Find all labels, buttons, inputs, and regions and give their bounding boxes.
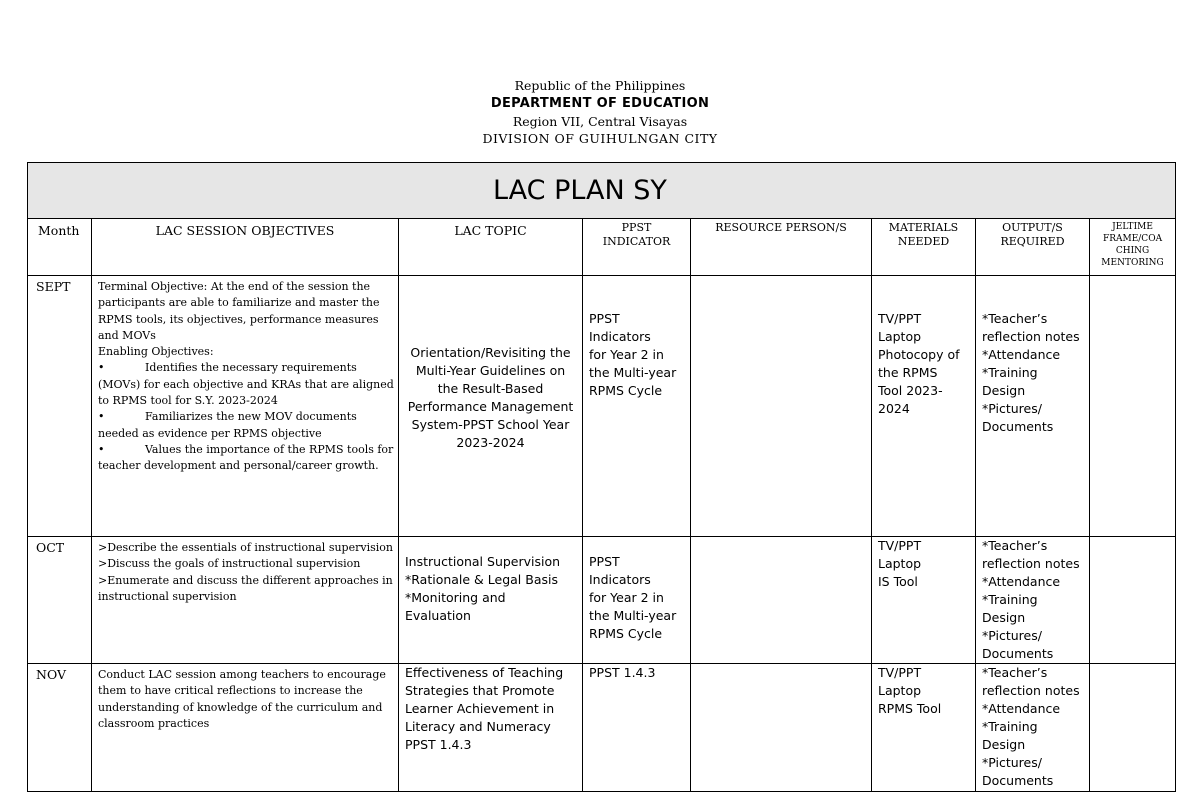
output-item: *Pictures/ bbox=[982, 755, 1042, 770]
output-item: Design bbox=[982, 383, 1026, 398]
material-item: IS Tool bbox=[878, 574, 918, 589]
ppst-line: Indicators bbox=[589, 329, 651, 344]
material-item: Photocopy of bbox=[878, 347, 960, 362]
table-row-oct bbox=[28, 537, 1176, 664]
topic-line: Learner Achievement in bbox=[405, 701, 555, 716]
col-header-output bbox=[976, 219, 1090, 276]
col-header-materials-line: MATERIALS bbox=[888, 221, 959, 234]
ppst-line: Indicators bbox=[589, 572, 651, 587]
objectives-cell bbox=[92, 537, 399, 664]
materials-list bbox=[878, 537, 969, 591]
col-header-timeframe-line: MENTORING bbox=[1101, 258, 1164, 268]
bullet-item bbox=[98, 360, 394, 409]
topic-text: Orientation/Revisiting the Multi-Year Guidelines on the Result-Based Performance Management System-PPST School Year 2023-2024 bbox=[407, 345, 574, 450]
output-list bbox=[982, 276, 1083, 436]
ppst-line: PPST 1.4.3 bbox=[589, 665, 656, 680]
col-header-timeframe-line: FRAME/COA bbox=[1102, 234, 1163, 244]
timeframe-cell bbox=[1090, 276, 1176, 537]
table-title: LAC PLAN SY bbox=[28, 163, 1176, 219]
output-item: *Pictures/ bbox=[982, 628, 1042, 643]
col-header-materials-line: NEEDED bbox=[897, 235, 950, 248]
ppst-list bbox=[589, 276, 684, 400]
table-row-nov bbox=[28, 664, 1176, 792]
bullet-icon: • bbox=[98, 442, 105, 456]
col-header-ppst-line: PPST bbox=[621, 221, 652, 234]
month-cell: NOV bbox=[28, 664, 92, 792]
output-item: Design bbox=[982, 737, 1026, 752]
output-cell bbox=[976, 276, 1090, 537]
topic-list bbox=[405, 664, 576, 754]
resource-cell bbox=[691, 276, 872, 537]
material-item: the RPMS bbox=[878, 365, 938, 380]
output-list bbox=[982, 537, 1083, 663]
ppst-line: for Year 2 in bbox=[589, 590, 664, 605]
material-item: TV/PPT bbox=[878, 538, 922, 553]
materials-cell bbox=[872, 664, 976, 792]
materials-cell bbox=[872, 276, 976, 537]
topic-line: Strategies that Promote bbox=[405, 683, 555, 698]
ppst-line: PPST bbox=[589, 311, 620, 326]
material-item: Laptop bbox=[878, 556, 922, 571]
output-item: *Training bbox=[982, 365, 1038, 380]
objective-line: >Describe the essentials of instructional supervision bbox=[98, 541, 393, 554]
table-row-sept bbox=[28, 276, 1176, 537]
topic-cell bbox=[399, 276, 583, 537]
topic-line: Instructional Supervision bbox=[405, 554, 561, 569]
col-header-month: Month bbox=[28, 219, 92, 276]
col-header-ppst-line: INDICATOR bbox=[602, 235, 671, 248]
terminal-objective: Terminal Objective: At the end of the session the participants are able to familiarize and master the RPMS tools, its objectives, performance measures and MOVs bbox=[98, 280, 380, 342]
department-line: DEPARTMENT OF EDUCATION bbox=[490, 96, 710, 111]
bullet-text: Familiarizes the new MOV documents needed as evidence per RPMS objective bbox=[98, 410, 357, 440]
output-item: Documents bbox=[982, 773, 1054, 788]
col-header-ppst bbox=[583, 219, 691, 276]
col-header-output-line: REQUIRED bbox=[1000, 235, 1065, 248]
ppst-line: for Year 2 in bbox=[589, 347, 664, 362]
bullet-icon: • bbox=[98, 410, 105, 424]
bullet-text: Values the importance of the RPMS tools for teacher development and personal/career growth. bbox=[98, 442, 394, 473]
col-header-timeframe-line: CHING bbox=[1115, 246, 1150, 256]
output-item: *Training bbox=[982, 719, 1038, 734]
output-item: Design bbox=[982, 610, 1026, 625]
output-item: Documents bbox=[982, 646, 1054, 661]
output-item: reflection notes bbox=[982, 329, 1080, 344]
col-header-resource: RESOURCE PERSON/S bbox=[691, 219, 872, 276]
output-item: reflection notes bbox=[982, 556, 1080, 571]
timeframe-cell bbox=[1090, 664, 1176, 792]
topic-cell bbox=[399, 664, 583, 792]
material-item: 2024 bbox=[878, 401, 910, 416]
objective-line: >Discuss the goals of instructional supervision bbox=[98, 557, 361, 571]
output-cell bbox=[976, 664, 1090, 792]
objectives-cell: Conduct LAC session among teachers to encourage them to have critical reflections to increase the understanding of knowledge of the curriculum and classroom practices bbox=[92, 664, 399, 792]
ppst-line: RPMS Cycle bbox=[589, 626, 663, 641]
objectives-cell bbox=[92, 276, 399, 537]
month-cell: SEPT bbox=[28, 276, 92, 537]
topic-line: Evaluation bbox=[405, 608, 471, 623]
output-item: *Training bbox=[982, 592, 1038, 607]
output-item: *Teacher’s bbox=[982, 665, 1048, 680]
output-item: *Teacher’s bbox=[982, 538, 1048, 553]
enabling-objectives-label: Enabling Objectives: bbox=[98, 345, 214, 359]
month-cell: OCT bbox=[28, 537, 92, 664]
topic-line: Effectiveness of Teaching bbox=[405, 665, 564, 680]
topic-list bbox=[405, 537, 576, 625]
lac-plan-table bbox=[27, 162, 1176, 792]
ppst-cell bbox=[583, 664, 691, 792]
output-item: *Attendance bbox=[982, 574, 1061, 589]
objective-line: >Enumerate and discuss the different approaches in instructional supervision bbox=[98, 573, 393, 603]
ppst-cell bbox=[583, 276, 691, 537]
resource-cell bbox=[691, 537, 872, 664]
material-item: RPMS Tool bbox=[878, 701, 942, 716]
material-item: Laptop bbox=[878, 329, 922, 344]
output-item: *Pictures/ bbox=[982, 401, 1042, 416]
material-item: Tool 2023- bbox=[878, 383, 943, 398]
col-header-materials bbox=[872, 219, 976, 276]
ppst-line: the Multi-year bbox=[589, 365, 677, 380]
bullet-item bbox=[98, 442, 394, 475]
col-header-topic: LAC TOPIC bbox=[399, 219, 583, 276]
materials-list bbox=[878, 664, 969, 718]
topic-line: Literacy and Numeracy bbox=[405, 719, 551, 734]
material-item: TV/PPT bbox=[878, 311, 922, 326]
output-cell bbox=[976, 537, 1090, 664]
col-header-timeframe bbox=[1090, 219, 1176, 276]
output-list bbox=[982, 664, 1083, 790]
output-item: *Attendance bbox=[982, 701, 1061, 716]
ppst-line: RPMS Cycle bbox=[589, 383, 663, 398]
ppst-line: the Multi-year bbox=[589, 608, 677, 623]
output-item: reflection notes bbox=[982, 683, 1080, 698]
ppst-line: PPST bbox=[589, 554, 620, 569]
col-header-timeframe-line: JELTIME bbox=[1112, 222, 1153, 232]
output-item: Documents bbox=[982, 419, 1054, 434]
output-item: *Teacher’s bbox=[982, 311, 1048, 326]
material-item: TV/PPT bbox=[878, 665, 922, 680]
region-line: Region VII, Central Visayas bbox=[512, 114, 688, 129]
topic-cell bbox=[399, 537, 583, 664]
materials-cell bbox=[872, 537, 976, 664]
bullet-item bbox=[98, 409, 394, 442]
resource-cell bbox=[691, 664, 872, 792]
ppst-list bbox=[589, 537, 684, 643]
col-header-output-line: OUTPUT/S bbox=[1002, 221, 1063, 234]
material-item: Laptop bbox=[878, 683, 922, 698]
ppst-cell bbox=[583, 537, 691, 664]
bullet-icon: • bbox=[98, 361, 105, 375]
topic-line: PPST 1.4.3 bbox=[405, 737, 472, 752]
topic-line: *Monitoring and bbox=[405, 590, 506, 605]
col-header-objectives: LAC SESSION OBJECTIVES bbox=[92, 219, 399, 276]
materials-list bbox=[878, 276, 969, 418]
topic-line: *Rationale & Legal Basis bbox=[405, 572, 558, 587]
letterhead bbox=[0, 77, 1200, 147]
republic-line: Republic of the Philippines bbox=[514, 78, 686, 93]
bullet-text: Identifies the necessary requirements (MOVs) for each objective and KRAs that are aligned to RPMS tool for S.Y. 2023-2024 bbox=[98, 361, 394, 408]
header-row bbox=[28, 219, 1176, 276]
output-item: *Attendance bbox=[982, 347, 1061, 362]
timeframe-cell bbox=[1090, 537, 1176, 664]
division-line: DIVISION OF GUIHULNGAN CITY bbox=[482, 131, 718, 146]
